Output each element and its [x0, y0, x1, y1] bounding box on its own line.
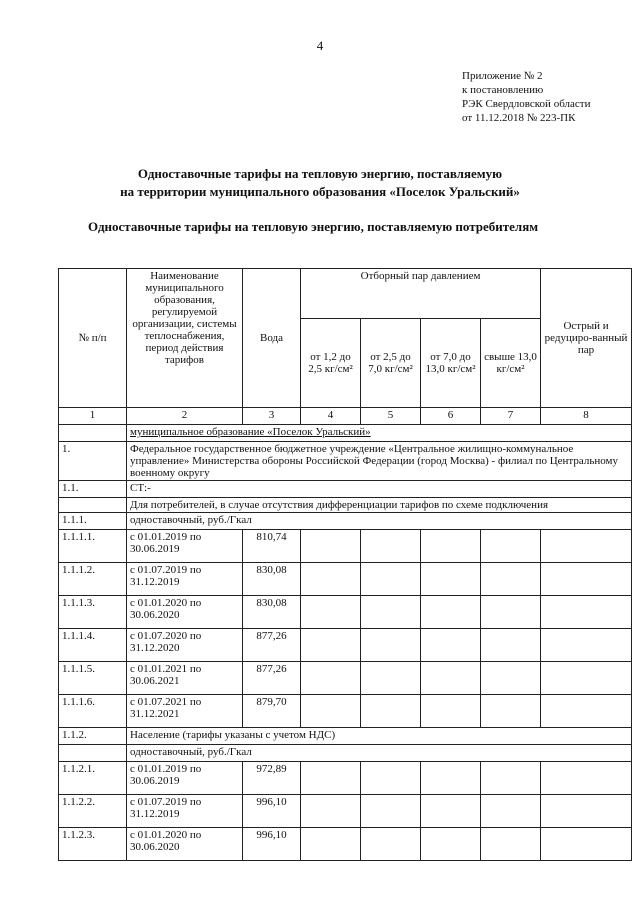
tariff-period: с 01.07.2019 по 31.12.2019: [127, 563, 243, 596]
header-pressure-4: свыше 13,0 кг/см²: [481, 318, 541, 407]
tariff-row-number: 1.1.2.1.: [59, 762, 127, 795]
tariff-row-number: 1.1.1.3.: [59, 596, 127, 629]
appendix-block: [462, 69, 590, 125]
tariff-value: 996,10: [243, 795, 301, 828]
empty-cell: [541, 762, 632, 795]
tariff-row-number: 1.1.1.5.: [59, 662, 127, 695]
empty-cell: [481, 762, 541, 795]
empty-cell: [59, 498, 127, 513]
empty-cell: [361, 828, 421, 861]
header-pressure-2: от 2,5 до 7,0 кг/см²: [361, 318, 421, 407]
empty-cell: [301, 596, 361, 629]
tariff-row: [59, 762, 632, 795]
header-name: Наименование муниципального образования, регулируемой организации, системы теплоснабжения, период действия тарифов: [127, 269, 243, 408]
empty-cell: [301, 828, 361, 861]
empty-cell: [421, 596, 481, 629]
tariff-period: с 01.01.2020 по 30.06.2020: [127, 828, 243, 861]
tariff-row: [59, 629, 632, 662]
title-line: Одноставочные тарифы на тепловую энергию, поставляемую: [137, 166, 503, 181]
appendix-line: от 11.12.2018 № 223-ПК: [462, 112, 576, 124]
empty-cell: [301, 563, 361, 596]
empty-cell: [59, 745, 127, 762]
tariff-period: с 01.01.2019 по 30.06.2019: [127, 762, 243, 795]
empty-cell: [541, 828, 632, 861]
empty-cell: [421, 563, 481, 596]
tariff-table: [58, 268, 632, 861]
tariff-period: с 01.07.2021 по 31.12.2021: [127, 695, 243, 728]
tariff-value: 972,89: [243, 762, 301, 795]
column-number: 2: [127, 408, 243, 425]
tariff-value: 830,08: [243, 596, 301, 629]
appendix-line: РЭК Свердловской области: [462, 98, 591, 110]
empty-cell: [481, 662, 541, 695]
title-line: на территории муниципального образования «Поселок Уральский»: [120, 184, 520, 199]
tariff-row-number: 1.1.1.2.: [59, 563, 127, 596]
tariff-value: 810,74: [243, 530, 301, 563]
column-number: 5: [361, 408, 421, 425]
appendix-line: к постановлению: [462, 84, 544, 96]
empty-cell: [541, 695, 632, 728]
empty-cell: [481, 530, 541, 563]
empty-cell: [59, 425, 127, 442]
empty-cell: [361, 795, 421, 828]
empty-cell: [361, 530, 421, 563]
tariff-row-number: 1.1.1.6.: [59, 695, 127, 728]
empty-cell: [541, 795, 632, 828]
empty-cell: [421, 530, 481, 563]
column-number: 6: [421, 408, 481, 425]
row-number: 1.1.1.: [59, 513, 127, 530]
header-water: Вода: [243, 269, 301, 408]
column-number: 7: [481, 408, 541, 425]
tariff-row-number: 1.1.1.4.: [59, 629, 127, 662]
column-number: 8: [541, 408, 632, 425]
empty-cell: [361, 596, 421, 629]
tariff-type-label: одноставочный, руб./Гкал: [127, 745, 632, 762]
organization-name: Федеральное государственное бюджетное учреждение «Центральное жилищно-коммунальное управление» Министерства обороны Российской Федерации (город Москва) - филиал по Центральному военному округу: [127, 442, 632, 481]
tariff-period: с 01.07.2019 по 31.12.2019: [127, 795, 243, 828]
tariff-group-2: [59, 762, 632, 861]
row-number: 1.: [59, 442, 127, 481]
appendix-line: Приложение № 2: [462, 70, 543, 82]
tariff-row: [59, 795, 632, 828]
tariff-row-number: 1.1.2.2.: [59, 795, 127, 828]
column-number: 4: [301, 408, 361, 425]
tariff-period: с 01.07.2020 по 31.12.2020: [127, 629, 243, 662]
empty-cell: [301, 762, 361, 795]
header-sharp-steam: Острый и редуциро-ванный пар: [541, 269, 632, 408]
empty-cell: [541, 662, 632, 695]
tariff-type-label: одноставочный, руб./Гкал: [127, 513, 632, 530]
empty-cell: [481, 795, 541, 828]
empty-cell: [541, 629, 632, 662]
empty-cell: [481, 828, 541, 861]
empty-cell: [301, 530, 361, 563]
tariff-period: с 01.01.2019 по 30.06.2019: [127, 530, 243, 563]
tariff-value: 877,26: [243, 629, 301, 662]
empty-cell: [541, 530, 632, 563]
tariff-row-number: 1.1.2.3.: [59, 828, 127, 861]
tariff-row: [59, 662, 632, 695]
tariff-row: [59, 530, 632, 563]
system-name: СТ:-: [127, 481, 632, 498]
tariff-period: с 01.01.2021 по 30.06.2021: [127, 662, 243, 695]
empty-cell: [301, 662, 361, 695]
empty-cell: [421, 762, 481, 795]
empty-cell: [361, 563, 421, 596]
table-title: Одноставочные тарифы на тепловую энергию, поставляемую потребителям: [88, 219, 539, 234]
population-group-title: Население (тарифы указаны с учетом НДС): [127, 728, 632, 745]
empty-cell: [481, 629, 541, 662]
tariff-row-number: 1.1.1.1.: [59, 530, 127, 563]
empty-cell: [361, 695, 421, 728]
header-pressure-1: от 1,2 до 2,5 кг/см²: [301, 318, 361, 407]
tariff-row: [59, 563, 632, 596]
tariff-value: 996,10: [243, 828, 301, 861]
empty-cell: [301, 795, 361, 828]
header-pressure-3: от 7,0 до 13,0 кг/см²: [421, 318, 481, 407]
tariff-value: 830,08: [243, 563, 301, 596]
empty-cell: [541, 563, 632, 596]
column-number: 1: [59, 408, 127, 425]
tariff-period: с 01.01.2020 по 30.06.2020: [127, 596, 243, 629]
tariff-row: [59, 828, 632, 861]
empty-cell: [301, 695, 361, 728]
empty-cell: [421, 695, 481, 728]
row-number: 1.1.2.: [59, 728, 127, 745]
empty-cell: [361, 762, 421, 795]
empty-cell: [421, 662, 481, 695]
document-title: [0, 165, 640, 201]
page-number: 4: [316, 38, 324, 53]
tariff-row: [59, 596, 632, 629]
empty-cell: [481, 695, 541, 728]
header-num: № п/п: [59, 269, 127, 408]
row-number: 1.1.: [59, 481, 127, 498]
tariff-row: [59, 695, 632, 728]
empty-cell: [421, 828, 481, 861]
empty-cell: [421, 795, 481, 828]
consumers-description: Для потребителей, в случае отсутствия дифференциации тарифов по схеме подключения: [127, 498, 632, 513]
empty-cell: [361, 662, 421, 695]
empty-cell: [361, 629, 421, 662]
tariff-group-1: [59, 530, 632, 728]
empty-cell: [481, 596, 541, 629]
empty-cell: [421, 629, 481, 662]
empty-cell: [481, 563, 541, 596]
header-steam-group: Отборный пар давлением: [301, 269, 541, 319]
municipality-name: муниципальное образование «Поселок Уральский»: [127, 425, 632, 442]
tariff-value: 877,26: [243, 662, 301, 695]
empty-cell: [541, 596, 632, 629]
column-number: 3: [243, 408, 301, 425]
tariff-value: 879,70: [243, 695, 301, 728]
empty-cell: [301, 629, 361, 662]
